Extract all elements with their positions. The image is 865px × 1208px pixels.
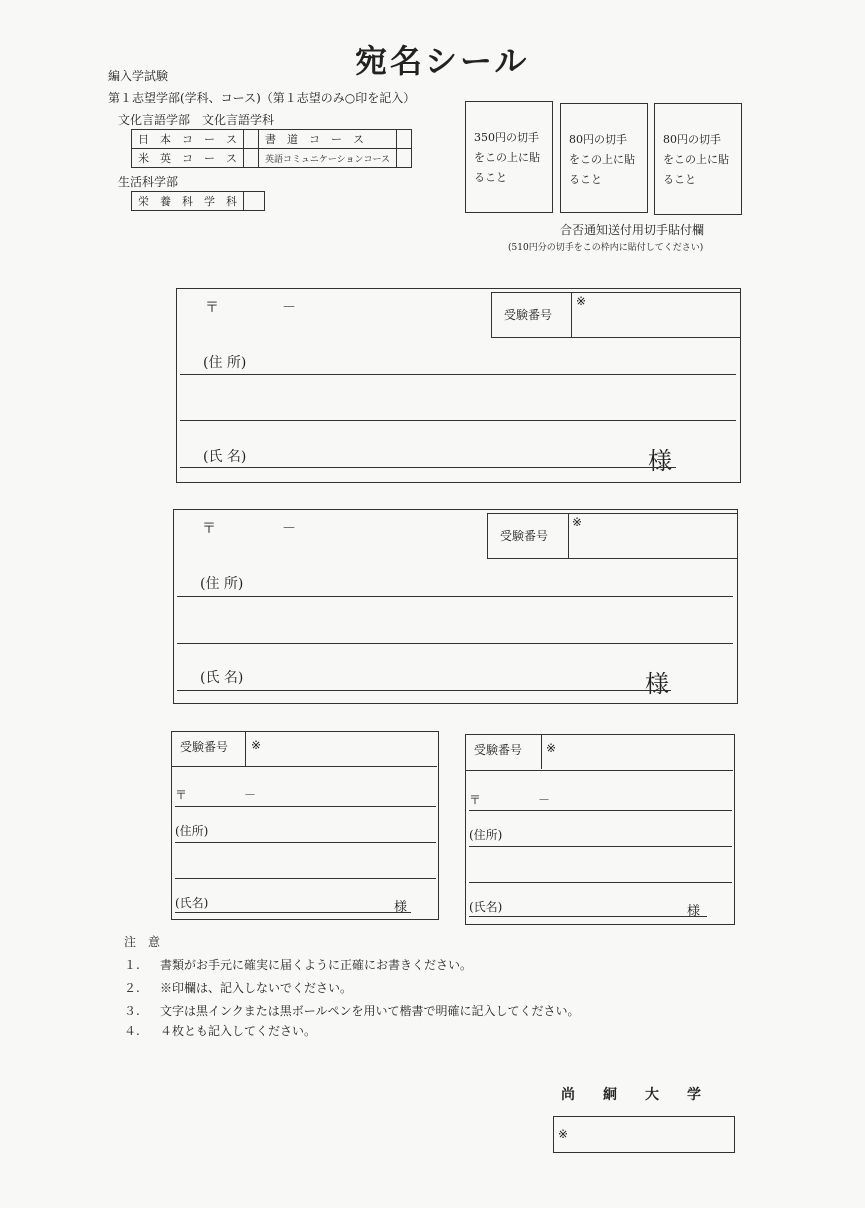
exam-number-label: 受験番号 [474,743,523,757]
exam-number-label: 受験番号 [500,529,549,543]
postal-mark: 〒 [202,521,216,537]
address-label-large-1 [176,288,741,483]
address-label: (住 所) [203,355,247,371]
address-label-large-2 [173,509,738,704]
choice-mark-cell[interactable] [244,149,259,168]
first-choice-instruction: 第１志望学部(学科、コース)（第１志望のみ○印を記入） [108,91,416,105]
name-line[interactable] [175,912,411,913]
stamp-box-80-b[interactable]: 80円の切手 をこの上に貼 ること [654,103,742,215]
exam-number-label: 受験番号 [180,740,229,754]
choice-mark-cell[interactable] [244,130,259,149]
address-label-small-1 [171,731,439,920]
address-line-1[interactable] [177,596,733,597]
office-use-mark: ※ [546,741,557,755]
name-line[interactable] [177,690,671,691]
choice-mark-cell[interactable] [397,149,412,168]
address-line-2[interactable] [469,882,732,883]
exam-number-label: 受験番号 [504,308,553,322]
address-line-1[interactable] [469,846,732,847]
office-use-mark: ※ [576,294,587,308]
honorific-sama: 様 [648,447,672,475]
stamp-caption: 合否通知送付用切手貼付欄 [560,223,705,237]
address-label: (住所) [469,828,503,842]
postal-dash: － [244,788,257,802]
note-item: ４. ４枚とも記入してください。 [124,1024,317,1038]
note-item: ２. ※印欄は、記入しないでください。 [124,981,353,995]
postal-dash: － [282,300,296,316]
address-line-1[interactable] [175,842,436,843]
honorific-sama: 様 [687,904,701,919]
office-use-mark: ※ [572,515,583,529]
course-japanese: 日 本 コ ー ス [132,130,244,149]
exam-type: 編入学試験 [108,69,169,83]
course-calligraphy: 書 道 コ ー ス [259,130,397,149]
postal-line[interactable] [175,806,436,807]
address-line-2[interactable] [177,643,733,644]
note-item: １. 書類がお手元に確実に届くように正確にお書きください。 [124,958,473,972]
page-title: 宛名シール [355,42,530,80]
office-use-box [553,1116,735,1153]
notes-heading: 注 意 [124,935,161,949]
postal-mark: 〒 [205,300,219,316]
name-label: (氏 名) [203,449,247,465]
stamp-box-80-a[interactable]: 80円の切手 をこの上に貼 ること [560,103,648,213]
postal-mark: 〒 [469,793,482,807]
university-name: 尚 絅 大 学 [561,1087,701,1103]
name-line[interactable] [180,467,676,468]
office-use-mark: ※ [558,1127,569,1141]
choice-mark-cell[interactable] [244,192,265,211]
address-label: (住所) [175,824,209,838]
office-use-mark: ※ [251,738,262,752]
name-label: (氏名) [469,900,503,914]
name-line[interactable] [469,916,707,917]
address-label: (住 所) [200,576,244,592]
course-nutrition: 栄 養 科 学 科 [132,192,244,211]
postal-dash: － [538,793,551,807]
postal-line[interactable] [469,810,732,811]
address-line-2[interactable] [175,878,436,879]
course-table-culture [131,129,412,168]
honorific-sama: 様 [645,670,669,698]
honorific-sama: 様 [394,900,408,915]
address-label-small-2 [465,734,735,925]
address-line-2[interactable] [180,420,736,421]
course-table-life [131,191,265,211]
address-line-1[interactable] [180,374,736,375]
note-item: ３. 文字は黒インクまたは黒ボールペンを用いて楷書で明確に記入してください。 [124,1004,580,1018]
postal-mark: 〒 [175,788,188,802]
course-english-american: 米 英 コ ー ス [132,149,244,168]
stamp-box-350[interactable]: 350円の切手 をこの上に貼 ること [465,101,553,213]
faculty-culture-language: 文化言語学部 文化言語学科 [118,113,275,127]
stamp-note: (510円分の切手をこの枠内に貼付してください) [508,243,704,253]
faculty-life-science: 生活科学部 [118,175,179,189]
course-english-communication: 英語コミュニケーションコース [259,149,397,168]
postal-dash: － [282,521,296,537]
name-label: (氏 名) [200,670,244,686]
choice-mark-cell[interactable] [397,130,412,149]
name-label: (氏名) [175,896,209,910]
